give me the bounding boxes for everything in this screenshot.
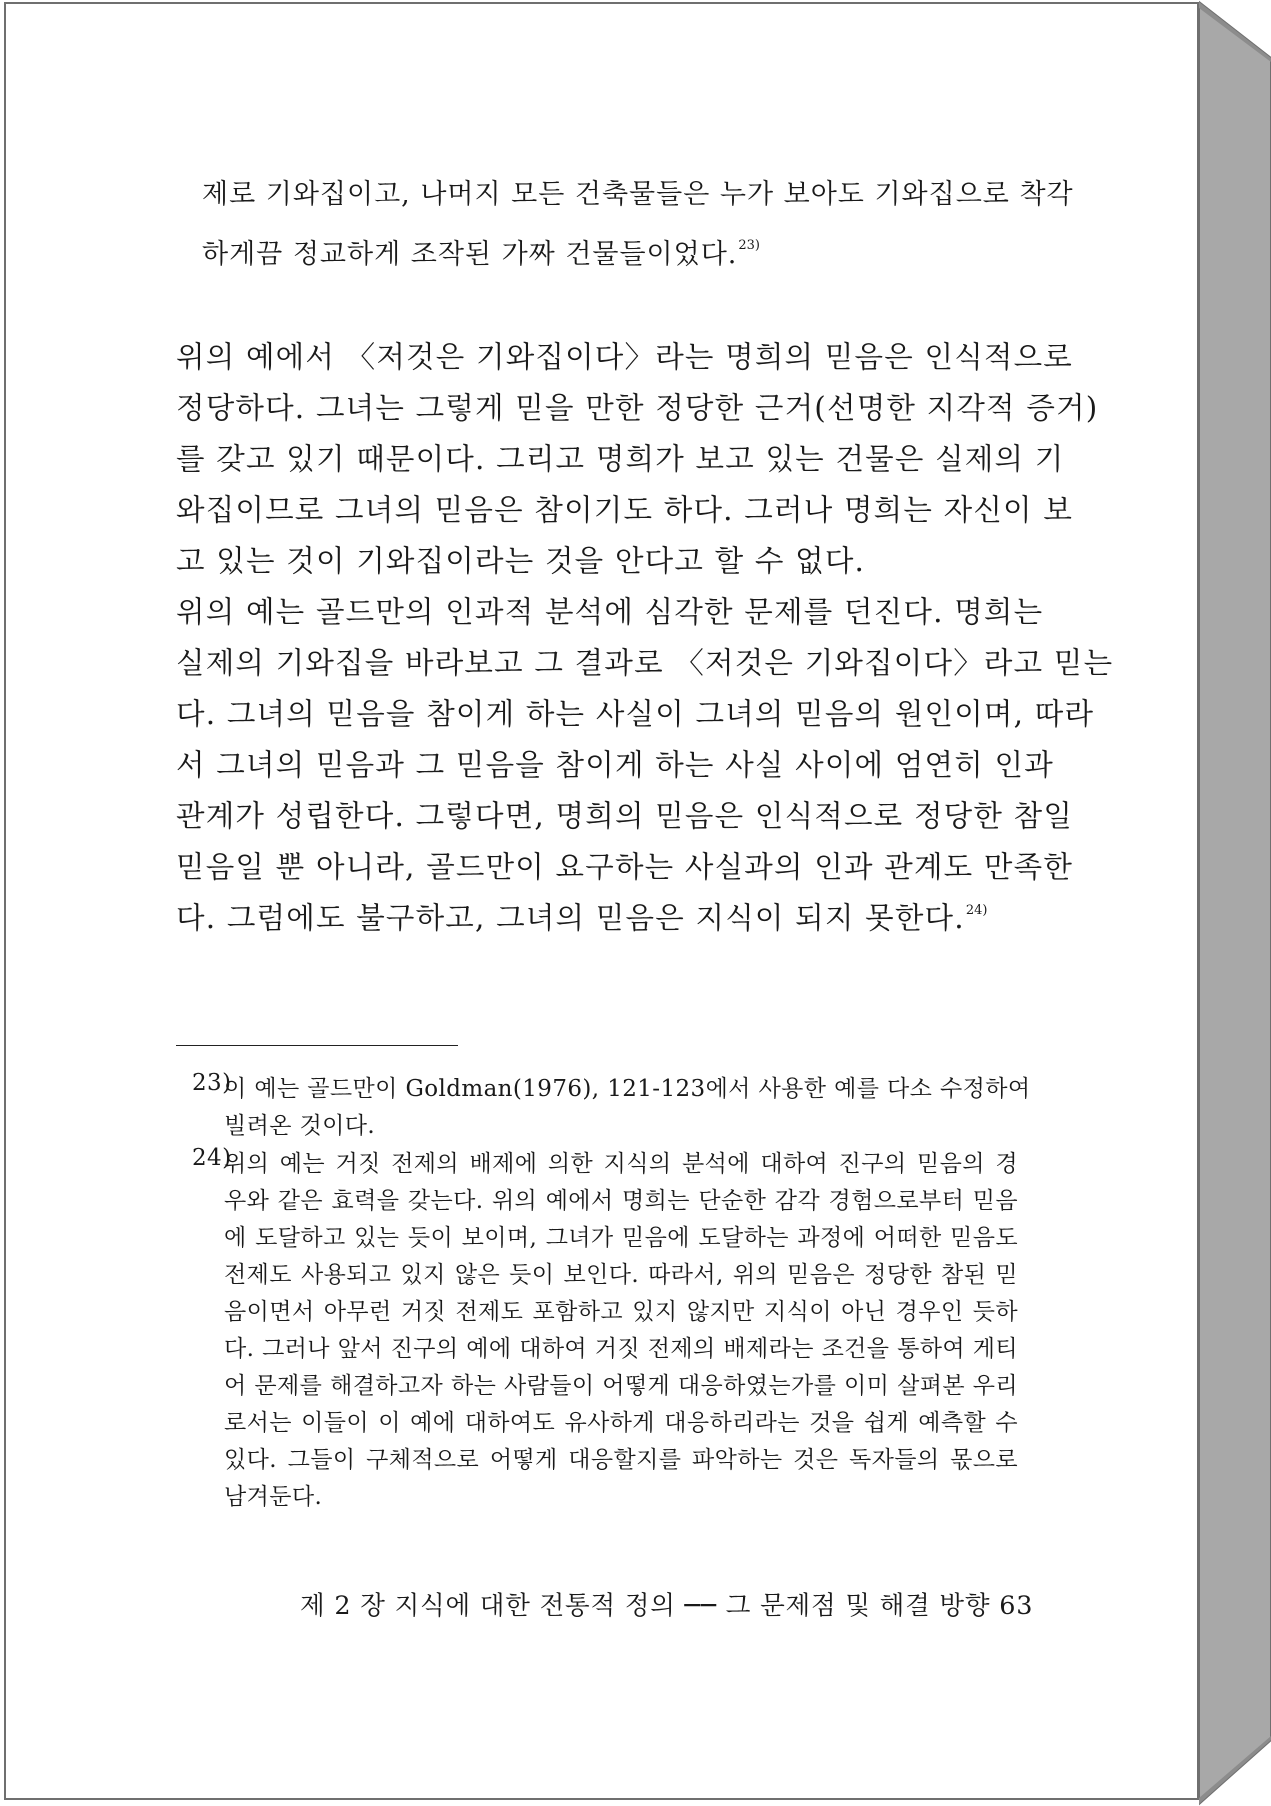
- body-line: 실제의 기와집을 바라보고 그 결과로 〈저것은 기와집이다〉라고 믿는: [176, 646, 1114, 680]
- footnote-line: 전제도 사용되고 있지 않은 듯이 보인다. 따라서, 위의 믿음은 정당한 참된 믿: [224, 1262, 1018, 1288]
- footnote-line: 어 문제를 해결하고자 하는 사람들이 어떻게 대응하였는가를 이미 살펴본 우리: [224, 1373, 1018, 1399]
- body-line: 믿음일 뿐 아니라, 골드만이 요구하는 사실과의 인과 관계도 만족한: [176, 850, 1074, 884]
- footnote-reference: 24): [965, 903, 988, 918]
- footnote-line: 음이면서 아무런 거짓 전제도 포함하고 있지 않지만 지식이 아닌 경우인 듯하: [224, 1299, 1018, 1325]
- body-line: 위의 예에서 〈저것은 기와집이다〉라는 명희의 믿음은 인식적으로: [176, 340, 1073, 374]
- quote-line-text: 하게끔 정교하게 조작된 가짜 건물들이었다.: [202, 239, 738, 270]
- body-line: 다. 그녀의 믿음을 참이게 하는 사실이 그녀의 믿음의 원인이며, 따라: [176, 697, 1095, 731]
- quote-line-last: [202, 232, 1018, 271]
- footnote-separator: [176, 1045, 458, 1046]
- body-line: 를 갖고 있기 때문이다. 그리고 명희가 보고 있는 건물은 실제의 기: [176, 442, 1065, 476]
- body-line: 와집이므로 그녀의 믿음은 참이기도 하다. 그러나 명희는 자신이 보: [176, 493, 1074, 527]
- body-line-last: [176, 895, 1018, 937]
- footnote-line: 빌려온 것이다.: [224, 1113, 376, 1139]
- body-line-text: 다. 그럼에도 불구하고, 그녀의 믿음은 지식이 되지 못한다.: [176, 901, 965, 935]
- footnote-number: 24): [192, 1145, 232, 1171]
- book-edge-graphic: [1199, 0, 1271, 1806]
- footnote-reference: 23): [738, 238, 761, 253]
- footnote-line: 위의 예는 거짓 전제의 배제에 의한 지식의 분석에 대하여 진구의 믿음의 경: [224, 1151, 1018, 1177]
- footnote-line: 로서는 이들이 이 예에 대하여도 유사하게 대응하리라는 것을 쉽게 예측할 수: [224, 1410, 1018, 1436]
- body-line: 고 있는 것이 기와집이라는 것을 안다고 할 수 없다.: [176, 544, 866, 578]
- body-line: 서 그녀의 믿음과 그 믿음을 참이게 하는 사실 사이에 엄연히 인과: [176, 748, 1054, 782]
- body-line: 관계가 성립한다. 그렇다면, 명희의 믿음은 인식적으로 정당한 참일: [176, 799, 1074, 833]
- footnote-line: 다. 그러나 앞서 진구의 예에 대하여 거짓 전제의 배제라는 조건을 통하여 게티: [224, 1336, 1018, 1362]
- quote-line: 제로 기와집이고, 나머지 모든 건축물들은 누가 보아도 기와집으로 착각: [202, 179, 1074, 210]
- body-line: 정당하다. 그녀는 그렇게 믿을 만한 정당한 근거(선명한 지각적 증거): [176, 391, 1099, 425]
- running-footer: 제 2 장 지식에 대한 전통적 정의 ── 그 문제점 및 해결 방향 63: [300, 1591, 1034, 1621]
- footnote-line: 있다. 그들이 구체적으로 어떻게 대응할지를 파악하는 것은 독자들의 몫으로: [224, 1447, 1018, 1473]
- footnote-line: 이 예는 골드만이 Goldman(1976), 121-123에서 사용한 예를 다소 수정하여: [224, 1076, 1031, 1102]
- footnote-number: 23): [192, 1070, 232, 1096]
- book-spine-edge: [1199, 0, 1271, 1806]
- footnote-line: 남겨둔다.: [224, 1484, 323, 1510]
- footnote-line: 에 도달하고 있는 듯이 보이며, 그녀가 믿음에 도달하는 과정에 어떠한 믿음도: [224, 1225, 1018, 1251]
- footnote-line: 우와 같은 효력을 갖는다. 위의 예에서 명희는 단순한 감각 경험으로부터 믿음: [224, 1188, 1018, 1214]
- body-line: 위의 예는 골드만의 인과적 분석에 심각한 문제를 던진다. 명희는: [176, 595, 1044, 629]
- book-page: [4, 2, 1199, 1800]
